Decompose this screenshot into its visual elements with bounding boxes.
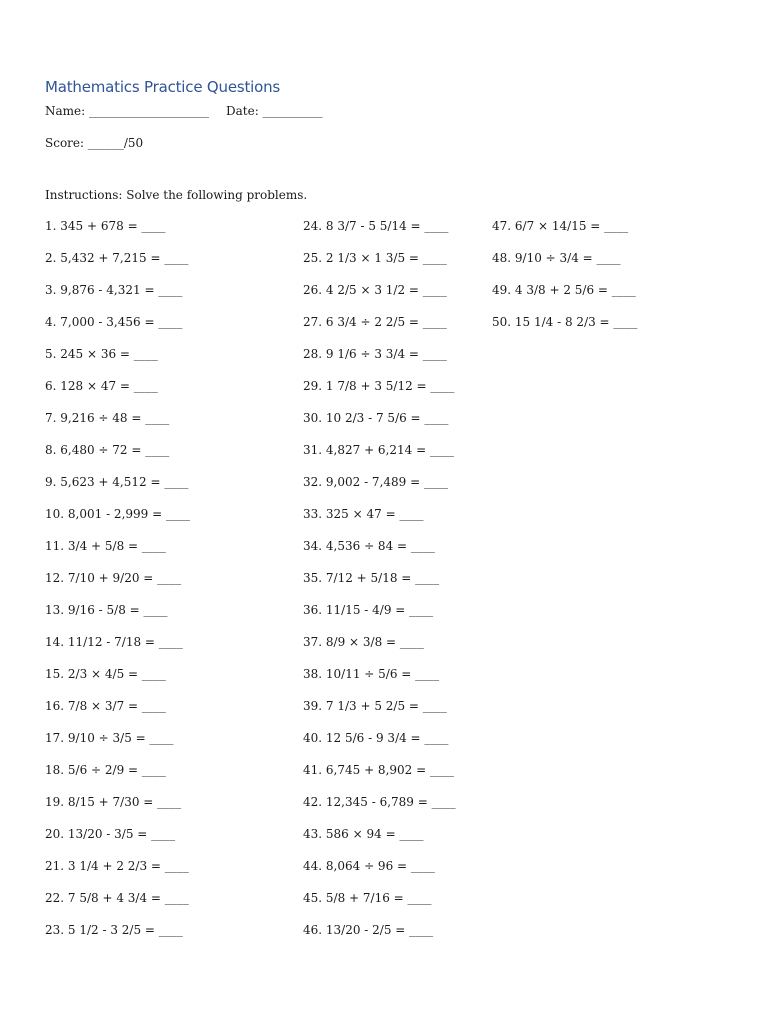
question-item: 29. 1 7/8 + 3 5/12 = ____ — [303, 379, 455, 393]
question-item: 34. 4,536 ÷ 84 = ____ — [303, 539, 435, 553]
questions-column-2 — [303, 219, 456, 955]
question-item: 22. 7 5/8 + 4 3/4 = ____ — [45, 891, 189, 905]
question-item: 50. 15 1/4 - 8 2/3 = ____ — [492, 315, 638, 329]
question-item: 6. 128 × 47 = ____ — [45, 379, 158, 393]
question-item: 30. 10 2/3 - 7 5/6 = ____ — [303, 411, 449, 425]
question-item: 4. 7,000 - 3,456 = ____ — [45, 315, 183, 329]
question-item: 35. 7/12 + 5/18 = ____ — [303, 571, 440, 585]
question-item: 37. 8/9 × 3/8 = ____ — [303, 635, 424, 649]
question-item: 19. 8/15 + 7/30 = ____ — [45, 795, 182, 809]
question-item: 24. 8 3/7 - 5 5/14 = ____ — [303, 219, 449, 233]
questions-column-3 — [492, 219, 637, 347]
question-item: 7. 9,216 ÷ 48 = ____ — [45, 411, 170, 425]
question-item: 2. 5,432 + 7,215 = ____ — [45, 251, 189, 265]
question-item: 27. 6 3/4 ÷ 2 2/5 = ____ — [303, 315, 447, 329]
question-item: 5. 245 × 36 = ____ — [45, 347, 158, 361]
question-item: 18. 5/6 ÷ 2/9 = ____ — [45, 763, 166, 777]
question-item: 15. 2/3 × 4/5 = ____ — [45, 667, 166, 681]
question-item: 40. 12 5/6 - 9 3/4 = ____ — [303, 731, 449, 745]
question-item: 49. 4 3/8 + 2 5/6 = ____ — [492, 283, 636, 297]
question-item: 33. 325 × 47 = ____ — [303, 507, 424, 521]
question-item: 45. 5/8 + 7/16 = ____ — [303, 891, 432, 905]
question-item: 23. 5 1/2 - 3 2/5 = ____ — [45, 923, 183, 937]
question-item: 26. 4 2/5 × 3 1/2 = ____ — [303, 283, 447, 297]
question-item: 1. 345 + 678 = ____ — [45, 219, 166, 233]
page-title: Mathematics Practice Questions — [45, 78, 281, 96]
question-item: 25. 2 1/3 × 1 3/5 = ____ — [303, 251, 447, 265]
question-item: 28. 9 1/6 ÷ 3 3/4 = ____ — [303, 347, 447, 361]
question-item: 12. 7/10 + 9/20 = ____ — [45, 571, 182, 585]
questions-column-1 — [45, 219, 190, 955]
date-field-line: Date: __________ — [226, 104, 323, 118]
question-item: 36. 11/15 - 4/9 = ____ — [303, 603, 434, 617]
question-item: 39. 7 1/3 + 5 2/5 = ____ — [303, 699, 447, 713]
score-field-line: Score: ______/50 — [45, 136, 144, 150]
question-item: 17. 9/10 ÷ 3/5 = ____ — [45, 731, 174, 745]
question-item: 42. 12,345 - 6,789 = ____ — [303, 795, 456, 809]
question-item: 44. 8,064 ÷ 96 = ____ — [303, 859, 435, 873]
question-item: 3. 9,876 - 4,321 = ____ — [45, 283, 183, 297]
question-item: 8. 6,480 ÷ 72 = ____ — [45, 443, 170, 457]
question-item: 11. 3/4 + 5/8 = ____ — [45, 539, 166, 553]
question-item: 48. 9/10 ÷ 3/4 = ____ — [492, 251, 621, 265]
question-item: 16. 7/8 × 3/7 = ____ — [45, 699, 166, 713]
instructions-text: Instructions: Solve the following problems. — [45, 188, 308, 202]
question-item: 14. 11/12 - 7/18 = ____ — [45, 635, 183, 649]
question-item: 31. 4,827 + 6,214 = ____ — [303, 443, 454, 457]
question-item: 41. 6,745 + 8,902 = ____ — [303, 763, 454, 777]
question-item: 21. 3 1/4 + 2 2/3 = ____ — [45, 859, 189, 873]
question-item: 47. 6/7 × 14/15 = ____ — [492, 219, 629, 233]
question-item: 32. 9,002 - 7,489 = ____ — [303, 475, 448, 489]
question-item: 46. 13/20 - 2/5 = ____ — [303, 923, 434, 937]
question-item: 10. 8,001 - 2,999 = ____ — [45, 507, 190, 521]
question-item: 13. 9/16 - 5/8 = ____ — [45, 603, 168, 617]
question-item: 20. 13/20 - 3/5 = ____ — [45, 827, 176, 841]
question-item: 38. 10/11 ÷ 5/6 = ____ — [303, 667, 440, 681]
question-item: 43. 586 × 94 = ____ — [303, 827, 424, 841]
question-item: 9. 5,623 + 4,512 = ____ — [45, 475, 189, 489]
name-field-line: Name: ____________________ — [45, 104, 209, 118]
